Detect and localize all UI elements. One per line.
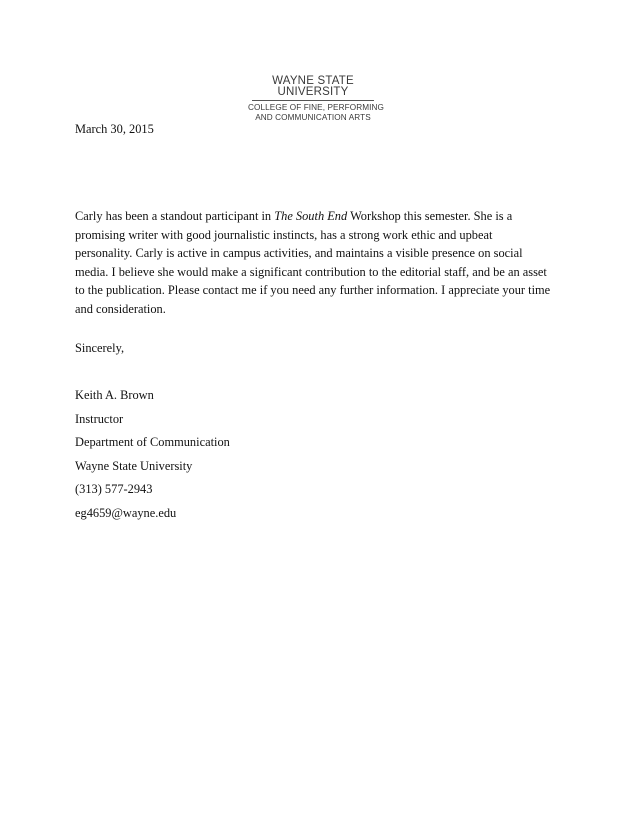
logo-college-line1: COLLEGE OF FINE, PERFORMING bbox=[248, 103, 384, 112]
body-line-6: and consideration. bbox=[75, 301, 166, 316]
signer-institution: Wayne State University bbox=[75, 458, 193, 473]
letter-closing: Sincerely, bbox=[75, 341, 125, 355]
body-line-1-end: Workshop this semester. She is a bbox=[347, 209, 513, 223]
letter-date: March 30, 2015 bbox=[75, 122, 154, 136]
signature-block bbox=[75, 387, 230, 528]
signer-title: Instructor bbox=[75, 411, 124, 426]
body-line-5: to the publication. Please contact me if you need any further information. I appreciate your time bbox=[75, 283, 551, 298]
body-line-3: personality. Carly is active in campus activities, and maintains a visible presence on social bbox=[75, 246, 523, 261]
logo-wayne-state: WAYNE STATE bbox=[272, 75, 354, 87]
signer-name: Keith A. Brown bbox=[75, 388, 154, 402]
logo-university: UNIVERSITY bbox=[277, 86, 349, 98]
university-logo bbox=[248, 75, 384, 123]
signer-email: eg4659@wayne.edu bbox=[75, 505, 177, 520]
body-line-2: promising writer with good journalistic instincts, has a strong work ethic and upbeat bbox=[75, 227, 493, 242]
publication-name: The South End bbox=[274, 209, 348, 223]
letter-body bbox=[75, 207, 563, 319]
logo-college-line2: AND COMMUNICATION ARTS bbox=[255, 113, 371, 122]
body-line-1-start: Carly has been a standout participant in bbox=[75, 209, 275, 223]
logo-divider bbox=[252, 100, 374, 101]
signer-phone: (313) 577-2943 bbox=[75, 482, 153, 496]
body-line-4: media. I believe she would make a significant contribution to the editorial staff, and be an asset bbox=[75, 264, 547, 279]
body-line-1 bbox=[75, 207, 563, 226]
signer-department: Department of Communication bbox=[75, 435, 230, 449]
